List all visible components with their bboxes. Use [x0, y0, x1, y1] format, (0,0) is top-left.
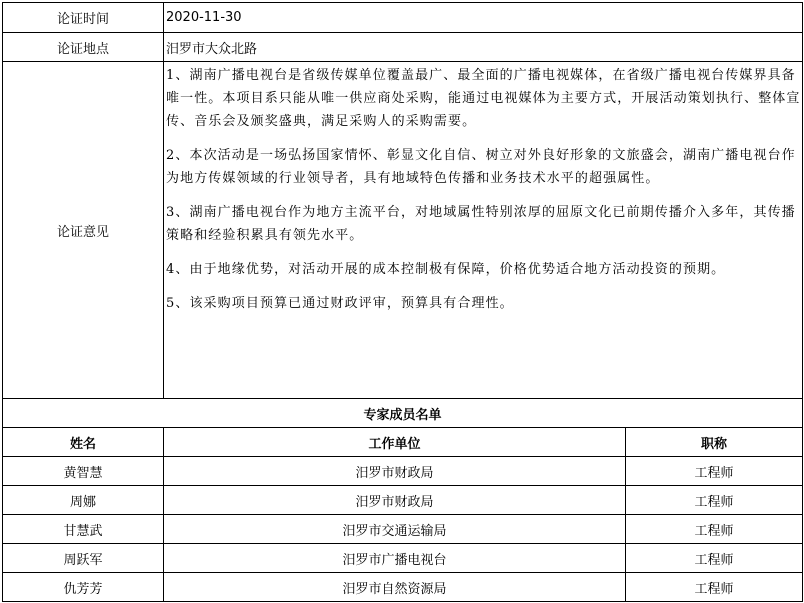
expert-title: 工程师: [626, 544, 803, 573]
time-value: 2020-11-30: [164, 3, 803, 33]
place-row: [3, 33, 803, 62]
place-label: 论证地点: [3, 33, 164, 62]
opinion-item-3: 3、湖南广播电视台作为地方主流平台，对地域属性特别浓厚的屈原文化已前期传播介入多年，其传播策略和经验积累具有领先水平。: [166, 205, 796, 243]
time-label: 论证时间: [3, 3, 164, 33]
expert-name: 甘慧武: [3, 515, 164, 544]
opinion-item-1: 1、湖南广播电视台是省级传媒单位覆盖最广、最全面的广播电视媒体，在省级广播电视台传媒界具备唯一性。本项目系只能从唯一供应商处采购，能通过电视媒体为主要方式，开展活动策划执行、整体宣传、音乐会及颁奖盛典，满足采购人的采购需要。: [166, 68, 801, 129]
expert-title: 工程师: [626, 457, 803, 486]
expert-name: 周娜: [3, 486, 164, 515]
opinion-content: [164, 62, 803, 399]
table-row: [3, 573, 803, 602]
expert-name: 仇芳芳: [3, 573, 164, 602]
expert-title: 工程师: [626, 515, 803, 544]
expert-title: 工程师: [626, 573, 803, 602]
expert-unit: 汨罗市交通运输局: [164, 515, 626, 544]
time-row: [3, 3, 803, 33]
expert-list-title: 专家成员名单: [3, 399, 803, 428]
expert-unit: 汨罗市自然资源局: [164, 573, 626, 602]
expert-title-row: [3, 399, 803, 428]
table-row: [3, 515, 803, 544]
opinion-item-5: 5、该采购项目预算已通过财政评审，预算具有合理性。: [166, 296, 514, 311]
expert-title: 工程师: [626, 486, 803, 515]
table-row: [3, 544, 803, 573]
argument-table: [2, 2, 803, 602]
place-value: 汨罗市大众北路: [164, 33, 803, 62]
expert-name: 周跃军: [3, 544, 164, 573]
expert-header-row: [3, 428, 803, 457]
opinion-row: [3, 62, 803, 399]
expert-unit: 汨罗市广播电视台: [164, 544, 626, 573]
expert-unit: 汨罗市财政局: [164, 457, 626, 486]
header-unit: 工作单位: [164, 428, 626, 457]
opinion-item-2: 2、本次活动是一场弘扬国家情怀、彰显文化自信、树立对外良好形象的文旅盛会，湖南广播电视台作为地方传媒领域的行业领导者，具有地域特色传播和业务技术水平的超强属性。: [166, 148, 796, 186]
table-row: [3, 486, 803, 515]
expert-name: 黄智慧: [3, 457, 164, 486]
header-title: 职称: [626, 428, 803, 457]
expert-unit: 汨罗市财政局: [164, 486, 626, 515]
opinion-item-4: 4、由于地缘优势，对活动开展的成本控制极有保障，价格优势适合地方活动投资的预期。: [166, 262, 726, 277]
header-name: 姓名: [3, 428, 164, 457]
table-row: [3, 457, 803, 486]
opinion-label: 论证意见: [3, 62, 164, 399]
